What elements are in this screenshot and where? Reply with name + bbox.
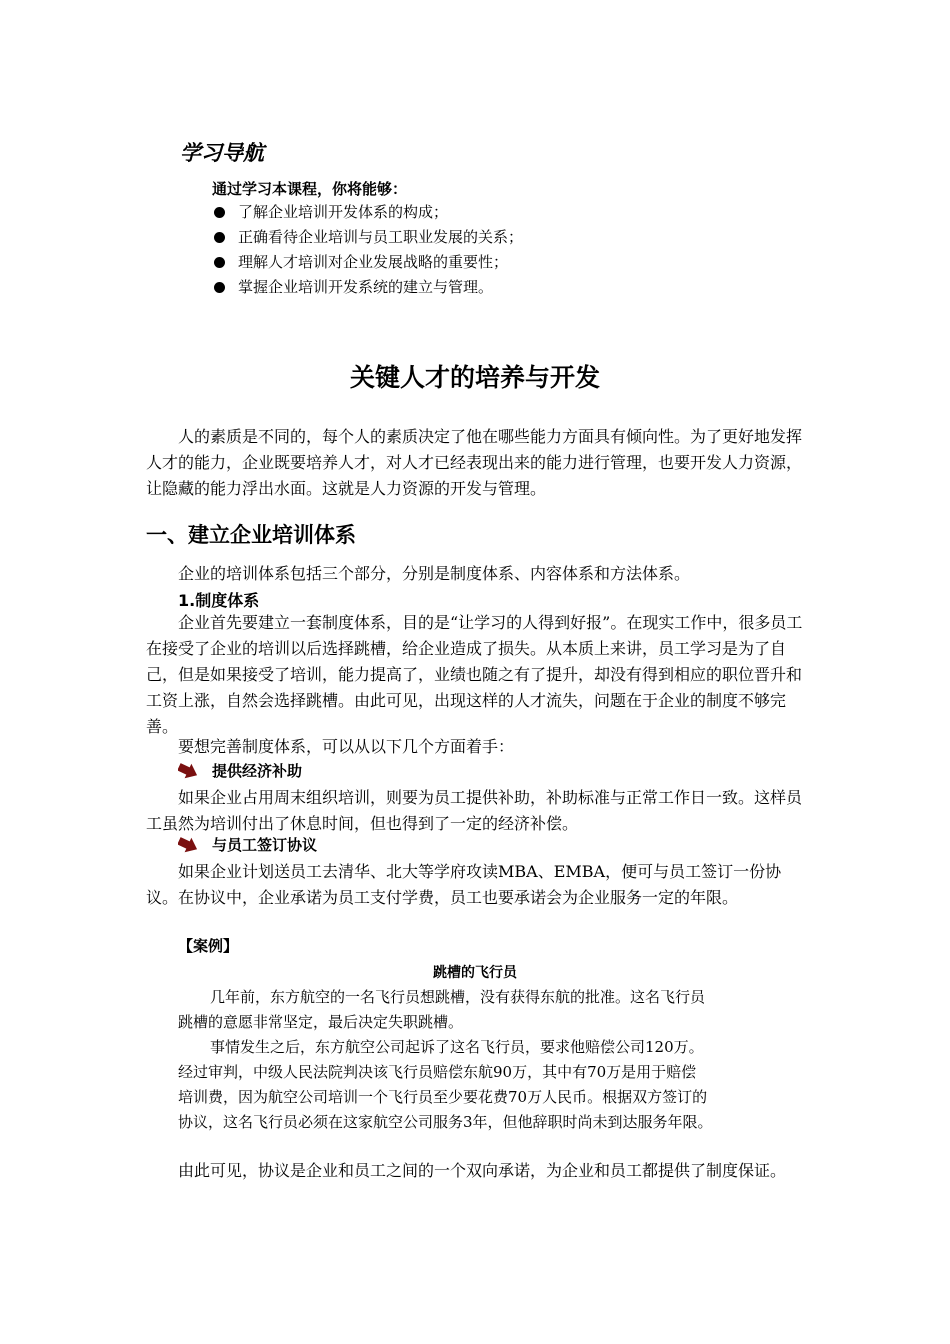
case-line: 培训费，因为航空公司培训一个飞行员至少要花费70万人民币。根据双方签订的 [178,1088,708,1106]
case-line: 经过审判，中级人民法院判决该飞行员赔偿东航90万，其中有70万是用于赔偿 [178,1063,697,1081]
case-line: 协议，这名飞行员必须在这家航空公司服务3年，但他辞职时尚未到达服务年限。 [178,1113,713,1131]
subsection-heading: 1.制度体系 [178,591,260,610]
list-item: 正确看待企业培训与员工职业发展的关系； [214,225,523,250]
point-subsidy-title: 提供经济补助 [212,762,303,780]
nav-title: 学习导航 [180,140,264,165]
point-agreement [178,834,317,855]
bullet-dot-icon [214,207,225,218]
case-line: 事情发生之后，东方航空公司起诉了这名飞行员，要求他赔偿公司120万。 [210,1038,704,1056]
case-line: 跳槽的意愿非常坚定，最后决定失职跳槽。 [178,1013,464,1031]
intro-paragraph: 人的素质是不同的，每个人的素质决定了他在哪些能力方面具有倾向性。为了更好地发挥人才的能力，企业既要培养人才，对人才已经表现出来的能力进行管理，也要开发人力资源，让隐藏的能力浮出水面。这就是人力资源的开发与管理。 [146,427,803,498]
nav-intro: 通过学习本课程，你将能够： [212,180,408,198]
list-item: 了解企业培训开发体系的构成； [214,200,523,225]
bullet-dot-icon [214,257,225,268]
point-agreement-title: 与员工签订协议 [212,836,318,854]
objectives-list [214,200,523,300]
list-item: 掌握企业培训开发系统的建立与管理。 [214,275,523,300]
case-body [178,985,798,1135]
section-heading: 一、建立企业培训体系 [146,523,356,547]
case-line: 几年前，东方航空的一名飞行员想跳槽，没有获得东航的批准。这名飞行员 [210,988,706,1006]
subsidy-paragraph: 如果企业占用周末组织培训，则要为员工提供补助，补助标准与正常工作日一致。这样员工虽然为培训付出了休息时间，但也得到了一定的经济补偿。 [146,788,803,833]
point-subsidy [178,760,302,781]
list-item: 理解人才培训对企业发展战略的重要性； [214,250,523,275]
page-title: 关键人才的培养与开发 [349,363,600,392]
case-label: 【案例】 [178,937,239,955]
bullet-dot-icon [214,282,225,293]
conclusion-paragraph: 由此可见，协议是企业和员工之间的一个双向承诺，为企业和员工都提供了制度保证。 [178,1161,787,1180]
section-overview: 企业的培训体系包括三个部分，分别是制度体系、内容体系和方法体系。 [178,564,691,583]
system-paragraph: 企业首先要建立一套制度体系，目的是“让学习的人得到好报”。在现实工作中，很多员工在接受了企业的培训以后选择跳槽，给企业造成了损失。从本质上来讲，员工学习是为了自己，但是如果接受了培训，能力提高了，业绩也随之有了提升，却没有得到相应的职位晋升和工资上涨，自然会选择跳槽。由此可见，出现这样的人才流失，问题在于企业的制度不够完善。 [146,613,803,736]
case-title: 跳槽的飞行员 [433,965,517,981]
agreement-paragraph: 如果企业计划送员工去清华、北大等学府攻读MBA、EMBA，便可与员工签订一份协议。在协议中，企业承诺为员工支付学费，员工也要承诺会为企业服务一定的年限。 [146,862,782,907]
arrow-bullet-icon [178,763,198,779]
arrow-bullet-icon [178,837,198,853]
improve-intro: 要想完善制度体系，可以从以下几个方面着手： [178,737,515,756]
bullet-dot-icon [214,232,225,243]
